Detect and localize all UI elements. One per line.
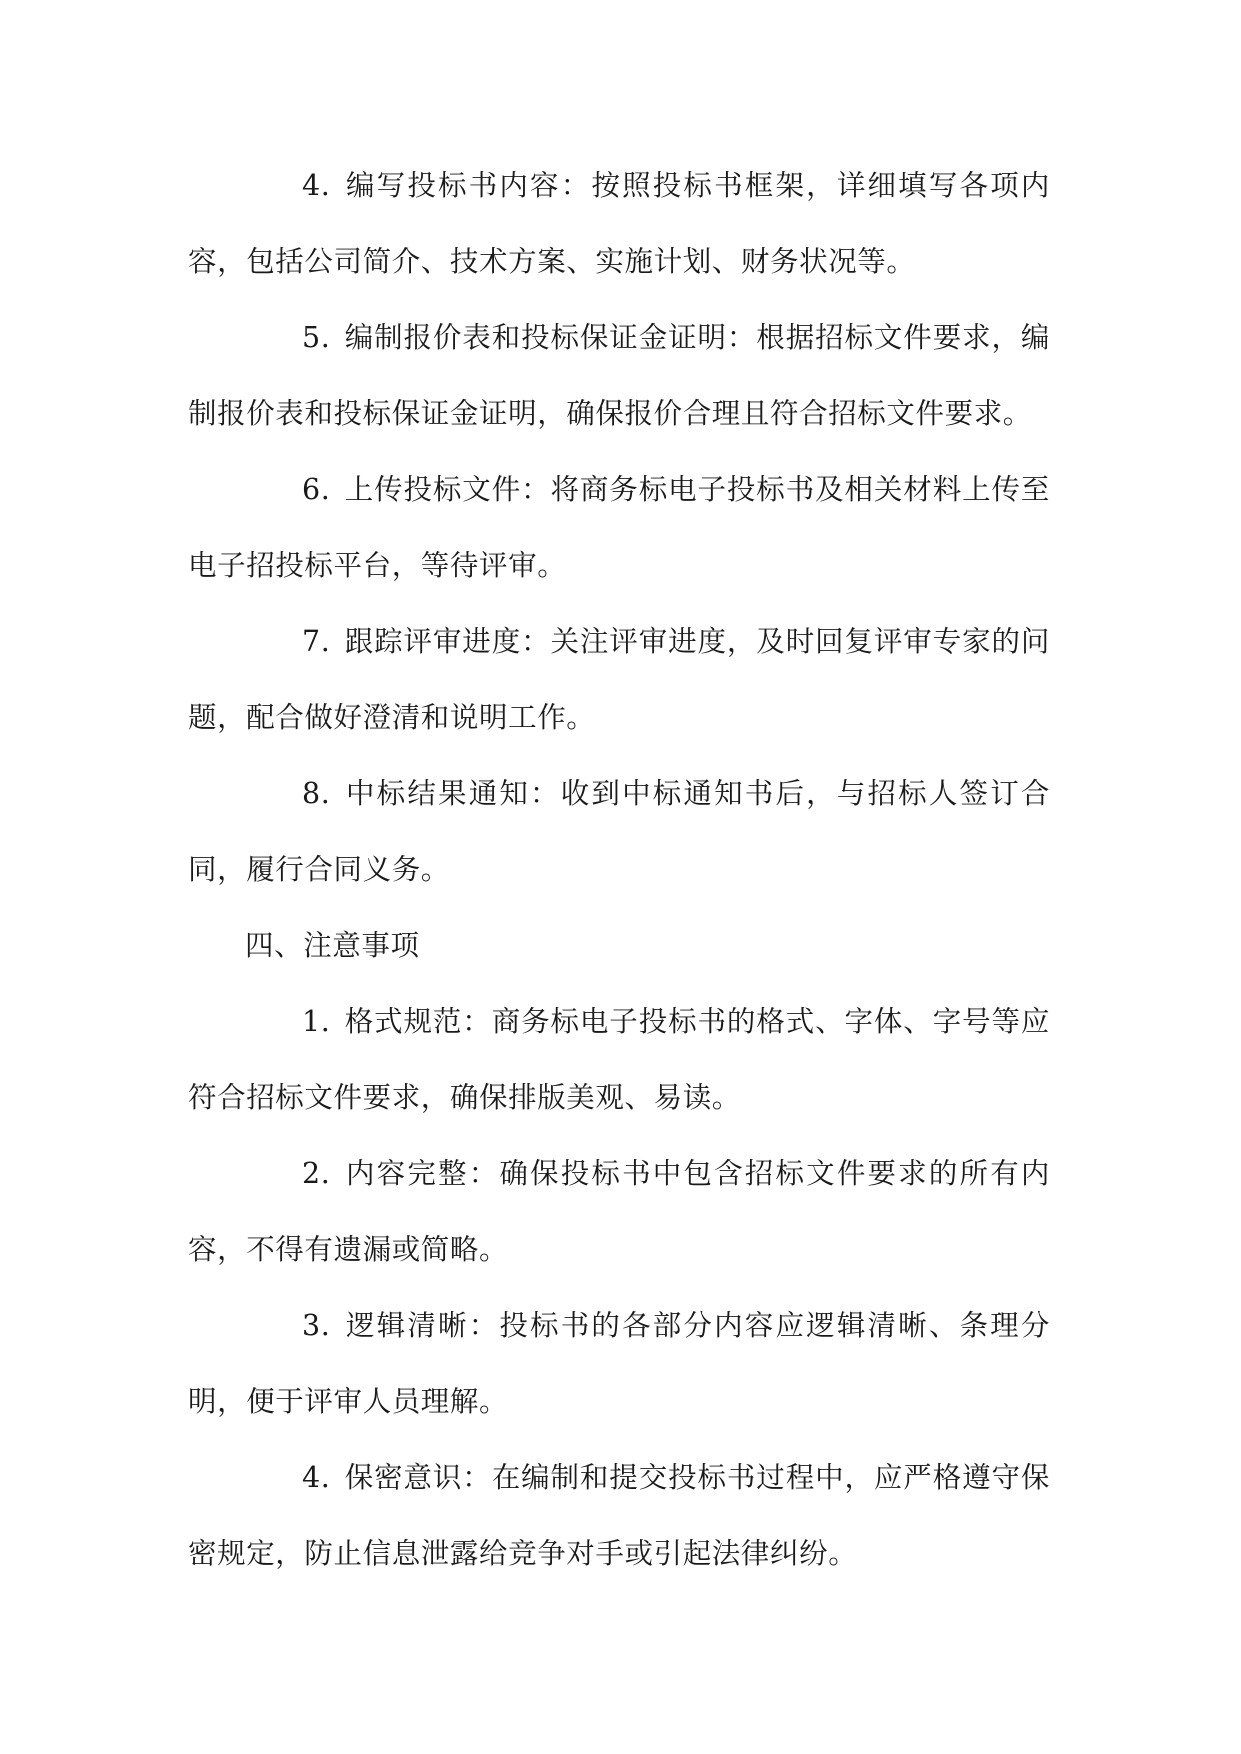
item-number: 7. xyxy=(302,625,331,658)
list-item xyxy=(188,756,1050,908)
item-text: 逻辑清晰：投标书的各部分内容应逻辑清晰、条理分明，便于评审人员理解。 xyxy=(188,1309,1050,1418)
item-text: 内容完整：确保投标书中包含招标文件要求的所有内容，不得有遗漏或简略。 xyxy=(188,1157,1050,1266)
list-item xyxy=(188,148,1050,300)
item-number: 2. xyxy=(302,1157,331,1190)
item-text: 中标结果通知：收到中标通知书后，与招标人签订合同，履行合同义务。 xyxy=(188,777,1050,886)
item-number: 5. xyxy=(302,321,331,354)
item-text: 跟踪评审进度：关注评审进度，及时回复评审专家的问题，配合做好澄清和说明工作。 xyxy=(188,625,1050,734)
item-text: 上传投标文件：将商务标电子投标书及相关材料上传至电子招投标平台，等待评审。 xyxy=(188,473,1050,582)
document-body xyxy=(188,148,1050,1592)
item-number: 1. xyxy=(302,1005,331,1038)
item-number: 4. xyxy=(302,169,331,202)
item-text: 编制报价表和投标保证金证明：根据招标文件要求，编制报价表和投标保证金证明，确保报价合理且符合招标文件要求。 xyxy=(188,321,1050,430)
list-item xyxy=(188,984,1050,1136)
item-text: 编写投标书内容：按照投标书框架，详细填写各项内容，包括公司简介、技术方案、实施计划、财务状况等。 xyxy=(188,169,1050,278)
list-item xyxy=(188,300,1050,452)
item-text: 保密意识：在编制和提交投标书过程中，应严格遵守保密规定，防止信息泄露给竞争对手或引起法律纠纷。 xyxy=(188,1461,1050,1570)
item-number: 4. xyxy=(302,1461,331,1494)
list-item xyxy=(188,1440,1050,1592)
section-heading: 四、注意事项 xyxy=(245,929,420,962)
item-number: 3. xyxy=(302,1309,331,1342)
list-item xyxy=(188,1288,1050,1440)
list-item xyxy=(188,452,1050,604)
list-item xyxy=(188,1136,1050,1288)
item-number: 6. xyxy=(302,473,331,506)
item-text: 格式规范：商务标电子投标书的格式、字体、字号等应符合招标文件要求，确保排版美观、易读。 xyxy=(188,1005,1050,1114)
list-item xyxy=(188,604,1050,756)
item-number: 8. xyxy=(302,777,331,810)
